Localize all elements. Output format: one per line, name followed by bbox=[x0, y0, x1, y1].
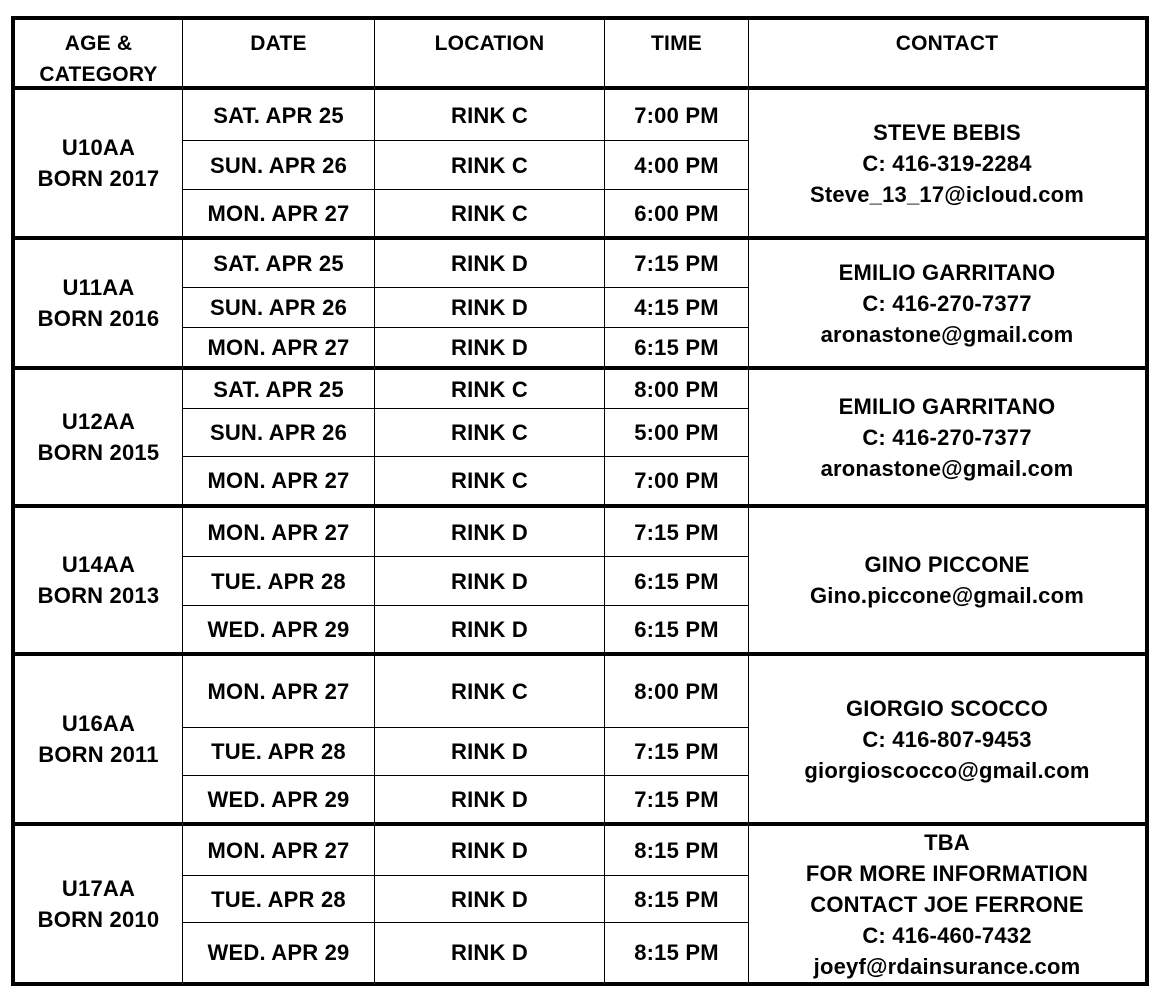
time-cell: 4:15 PM bbox=[634, 295, 719, 320]
contact-line: C: 416-270-7377 bbox=[862, 290, 1032, 316]
contact-line: C: 416-460-7432 bbox=[862, 922, 1032, 948]
birth-year-label: BORN 2013 bbox=[37, 583, 160, 608]
date-cell: MON. APR 27 bbox=[207, 679, 350, 704]
header-time-label: TIME bbox=[651, 32, 702, 55]
contact-email-link[interactable]: Steve_13_17@icloud.com bbox=[809, 181, 1085, 207]
contact-line: STEVE BEBIS bbox=[873, 119, 1021, 145]
time-cell: 4:00 PM bbox=[634, 152, 719, 178]
date-cell: MON. APR 27 bbox=[207, 200, 350, 226]
time-cell: 7:15 PM bbox=[634, 519, 719, 545]
location-cell: RINK C bbox=[451, 200, 528, 226]
time-cell: 5:00 PM bbox=[634, 420, 719, 445]
location-cell: RINK C bbox=[451, 376, 528, 402]
header-time bbox=[605, 20, 748, 86]
contact-email-link[interactable]: aronastone@gmail.com bbox=[820, 455, 1074, 481]
time-cell: 7:15 PM bbox=[634, 786, 719, 812]
age-category-cell bbox=[15, 656, 182, 822]
location-cell: RINK D bbox=[451, 838, 528, 863]
contact-line: FOR MORE INFORMATION bbox=[805, 860, 1089, 886]
date-cell: WED. APR 29 bbox=[207, 786, 350, 812]
birth-year-label: BORN 2016 bbox=[37, 306, 160, 331]
age-label: U14AA bbox=[61, 552, 136, 577]
location-cell: RINK D bbox=[451, 251, 528, 276]
time-cell: 8:15 PM bbox=[634, 940, 719, 965]
age-category-cell bbox=[15, 90, 182, 236]
time-cell: 8:15 PM bbox=[634, 838, 719, 863]
contact-cell bbox=[749, 90, 1145, 236]
location-cell: RINK D bbox=[451, 886, 528, 912]
contact-line: C: 416-270-7377 bbox=[862, 424, 1032, 450]
time-cell: 6:15 PM bbox=[634, 334, 719, 360]
contact-cell bbox=[749, 508, 1145, 652]
age-label: U10AA bbox=[61, 135, 136, 160]
time-cell: 8:00 PM bbox=[634, 679, 719, 704]
time-cell: 6:15 PM bbox=[634, 616, 719, 642]
contact-line: EMILIO GARRITANO bbox=[838, 393, 1056, 419]
location-cell: RINK C bbox=[451, 679, 528, 704]
birth-year-label: BORN 2010 bbox=[37, 907, 160, 932]
header-age-line2: CATEGORY bbox=[39, 63, 158, 86]
date-cell: MON. APR 27 bbox=[207, 334, 350, 360]
time-cell: 7:15 PM bbox=[634, 739, 719, 764]
date-cell: SAT. APR 25 bbox=[213, 102, 344, 128]
contact-email-link[interactable]: giorgioscocco@gmail.com bbox=[804, 757, 1090, 783]
birth-year-label: BORN 2017 bbox=[37, 166, 160, 191]
date-cell: TUE. APR 28 bbox=[211, 886, 346, 912]
header-contact bbox=[749, 20, 1145, 86]
age-category-cell bbox=[15, 508, 182, 652]
contact-cell bbox=[749, 826, 1145, 982]
contact-cell bbox=[749, 240, 1145, 366]
location-cell: RINK D bbox=[451, 616, 528, 642]
contact-cell bbox=[749, 370, 1145, 504]
age-category-cell bbox=[15, 240, 182, 366]
age-category-cell bbox=[15, 826, 182, 982]
date-cell: SUN. APR 26 bbox=[209, 295, 348, 320]
date-cell: SAT. APR 25 bbox=[213, 376, 344, 402]
contact-line: C: 416-319-2284 bbox=[862, 150, 1032, 176]
time-cell: 8:15 PM bbox=[634, 886, 719, 912]
location-cell: RINK C bbox=[451, 152, 528, 178]
date-cell: SUN. APR 26 bbox=[209, 420, 348, 445]
date-cell: MON. APR 27 bbox=[207, 468, 350, 493]
contact-line: GINO PICCONE bbox=[864, 552, 1030, 577]
location-cell: RINK D bbox=[451, 295, 528, 320]
contact-line: GIORGIO SCOCCO bbox=[845, 695, 1049, 721]
contact-email-link[interactable]: aronastone@gmail.com bbox=[820, 321, 1074, 347]
time-cell: 7:00 PM bbox=[634, 468, 719, 493]
date-cell: SUN. APR 26 bbox=[209, 152, 348, 178]
contact-line: C: 416-807-9453 bbox=[862, 726, 1032, 752]
contact-line: EMILIO GARRITANO bbox=[838, 259, 1056, 285]
date-cell: WED. APR 29 bbox=[207, 940, 350, 965]
contact-line: CONTACT JOE FERRONE bbox=[810, 891, 1084, 917]
age-label: U11AA bbox=[62, 275, 135, 300]
header-contact-label: CONTACT bbox=[895, 32, 999, 55]
location-cell: RINK D bbox=[451, 568, 528, 594]
contact-email-link[interactable]: joeyf@rdainsurance.com bbox=[813, 953, 1081, 979]
location-cell: RINK D bbox=[451, 519, 528, 545]
header-location bbox=[375, 20, 604, 86]
date-cell: WED. APR 29 bbox=[207, 616, 350, 642]
location-cell: RINK D bbox=[451, 334, 528, 360]
age-category-cell bbox=[15, 370, 182, 504]
location-cell: RINK D bbox=[451, 786, 528, 812]
header-date bbox=[183, 20, 374, 86]
time-cell: 7:15 PM bbox=[634, 251, 719, 276]
contact-email-link[interactable]: Gino.piccone@gmail.com bbox=[809, 583, 1084, 608]
age-label: U17AA bbox=[61, 876, 136, 901]
age-label: U12AA bbox=[61, 409, 136, 434]
location-cell: RINK C bbox=[451, 468, 528, 493]
header-age-line1: AGE & bbox=[64, 32, 133, 55]
date-cell: SAT. APR 25 bbox=[213, 251, 344, 276]
date-cell: MON. APR 27 bbox=[207, 838, 350, 863]
contact-cell bbox=[749, 656, 1145, 822]
location-cell: RINK C bbox=[451, 420, 528, 445]
header-date-label: DATE bbox=[250, 32, 307, 55]
date-cell: TUE. APR 28 bbox=[211, 568, 346, 594]
location-cell: RINK D bbox=[451, 739, 528, 764]
time-cell: 6:15 PM bbox=[634, 568, 719, 594]
birth-year-label: BORN 2011 bbox=[38, 742, 159, 767]
time-cell: 8:00 PM bbox=[634, 376, 719, 402]
contact-line: TBA bbox=[924, 829, 970, 855]
date-cell: TUE. APR 28 bbox=[211, 739, 346, 764]
header-location-label: LOCATION bbox=[434, 32, 545, 55]
age-label: U16AA bbox=[61, 711, 136, 736]
time-cell: 7:00 PM bbox=[634, 102, 719, 128]
time-cell: 6:00 PM bbox=[634, 200, 719, 226]
header-age-category bbox=[15, 20, 182, 86]
location-cell: RINK C bbox=[451, 102, 528, 128]
date-cell: MON. APR 27 bbox=[207, 519, 350, 545]
birth-year-label: BORN 2015 bbox=[37, 440, 160, 465]
location-cell: RINK D bbox=[451, 940, 528, 965]
